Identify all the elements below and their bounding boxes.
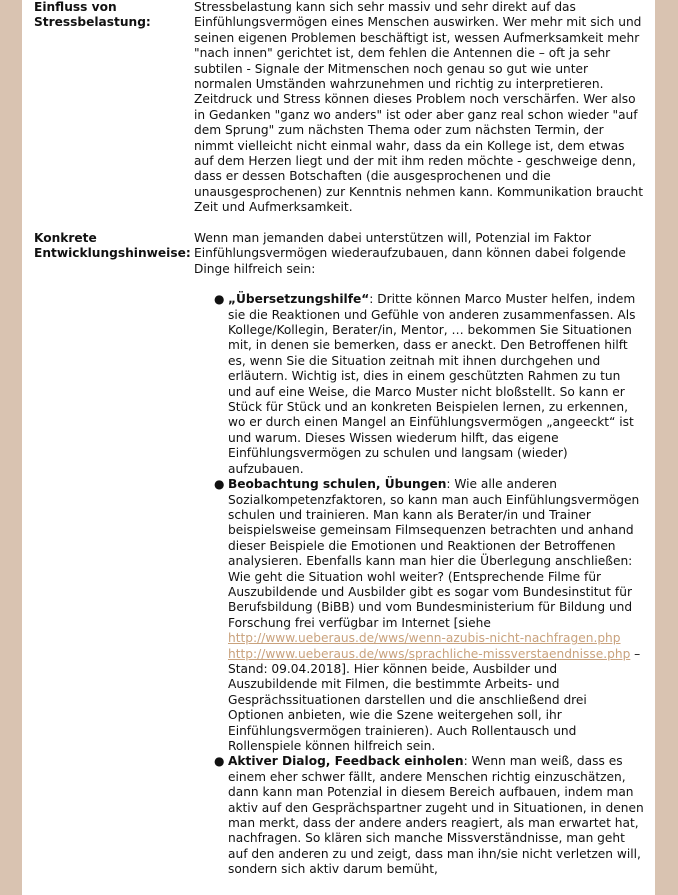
item-text: : Wie alle anderen Sozialkompetenzfaktoren, so kann man auch Einfühlungsvermögen schulen und trainieren. Man kann als Berater/in und Trainer beispielsweise gemeinsam Filmsequenzen betrachten und anhand dieser Beispiele die Emotionen und Reaktionen der Betroffenen analysieren. Ebenfalls kann man hier die Überlegung anschließen: Wie geht die Situation wohl weiter? (Entsprechende Filme für Auszubildende und Ausbilder gibt es sogar vom Bundesinstitut für Berufsbildung (BiBB) und vom Bundesministerium für Bildung und Forschung frei verfügbar im Internet [siehe [228,477,640,630]
section-label-stress: Einfluss von Stressbelastung: [34,0,151,30]
bullet-icon: ● [214,477,225,492]
stress-paragraph: Stressbelastung kann sich sehr massiv und sehr direkt auf das Einfühlungsvermögen eines Menschen auswirken. Wer mehr mit sich und seinen eigenen Problemen beschäftigt ist, wessen Aufmerksamkeit mehr "nach innen" gerichtet ist, dem fehlen die Antennen die – oft ja sehr subtilen - Signale der Mitmenschen noch genau so gut wie unter normalen Umständen wahrzunehmen und richtig zu interpretieren. Zeitdruck und Stress können dieses Problem noch verschärfen. Wer also in Gedanken "ganz wo anders" ist oder aber ganz real schon wieder "auf dem Sprung" zum nächsten Thema oder zum nächsten Termin, der nimmt vielleicht nicht einmal wahr, dass da ein Kollege ist, dem etwas auf dem Herzen liegt und der mit ihm reden möchte - geschweige denn, dass er dessen Botschaften (die ausgesprochenen und die unausgesprochenen) zur Kenntnis nehmen kann. Kommunikation braucht Zeit und Aufmerksamkeit. [194,0,643,215]
bullet-icon: ● [214,754,225,769]
document-page [22,0,655,895]
item-text: : Dritte können Marco Muster helfen, indem sie die Reaktionen und Gefühle von anderen zusammenfassen. Als Kollege/Kollegin, Berater/in, Mentor, … bekommen Sie Situationen mit, in denen sie bemerken, dass er aneckt. Den Betroffenen hilft es, wenn Sie die Situation zeitnah mit ihnen durchgehen und erläutern. Wichtig ist, dies in einem geschützten Rahmen zu tun und auf eine Weise, die Marco Muster nicht bloßstellt. So kann er Stück für Stück und an konkreten Beispielen lernen, zu erkennen, wo er durch einen Mangel an Einfühlungsvermögen „angeeckt“ ist und warum. Dieses Wissen wiederum hilft, das eigene Einfühlungsvermögen zu schulen und langsam (wieder) aufzubauen. [228,292,636,476]
item-text: : Wenn man weiß, dass es einem eher schwer fällt, andere Menschen richtig einzuschätzen, dann kann man Potenzial in diesem Bereich aufbauen, indem man aktiv auf den Gesprächspartner zugeht und in Situationen, in denen man merkt, dass der andere anders reagiert, als man erwartet hat, nachfragen. So klären sich manche Missverständnisse, man geht auf den anderen zu und zeigt, dass man ihn/sie nicht verletzen will, sondern sich aktiv darum bemüht, [228,754,644,877]
bullet-icon: ● [214,292,225,307]
item-title: Aktiver Dialog, Feedback einholen [228,754,464,769]
link-missverstaendnisse[interactable]: http://www.ueberaus.de/wws/sprachliche-missverstaendnisse.php [228,646,631,661]
list-item [212,754,644,877]
hints-list [212,292,644,877]
list-item [212,477,644,754]
section-content-development [194,231,644,878]
section-text-stress [194,0,644,216]
list-item [212,292,644,477]
item-text-after: – Stand: 09.04.2018]. Hier können beide, Ausbilder und Auszubildende mit Filmen, die bestimmte Arbeits- und Gesprächssituationen darstellen und die anschließend drei Optionen anbieten, wie die Szene weitergehen soll, ihr Einfühlungsvermögen trainieren). Auch Rollentausch und Rollenspiele können hilfreich sein. [228,646,641,753]
item-title: „Übersetzungshilfe“ [228,292,370,307]
section-label-development: Konkrete Entwicklungshinweise: [34,231,191,261]
link-wenn-azubis[interactable]: http://www.ueberaus.de/wws/wenn-azubis-nicht-nachfragen.php [228,631,621,646]
item-title: Beobachtung schulen, Übungen [228,477,447,492]
development-intro: Wenn man jemanden dabei unterstützen will, Potenzial im Faktor Einfühlungsvermögen wiederaufzubauen, dann können dabei folgende Dinge hilfreich sein: [194,231,626,276]
